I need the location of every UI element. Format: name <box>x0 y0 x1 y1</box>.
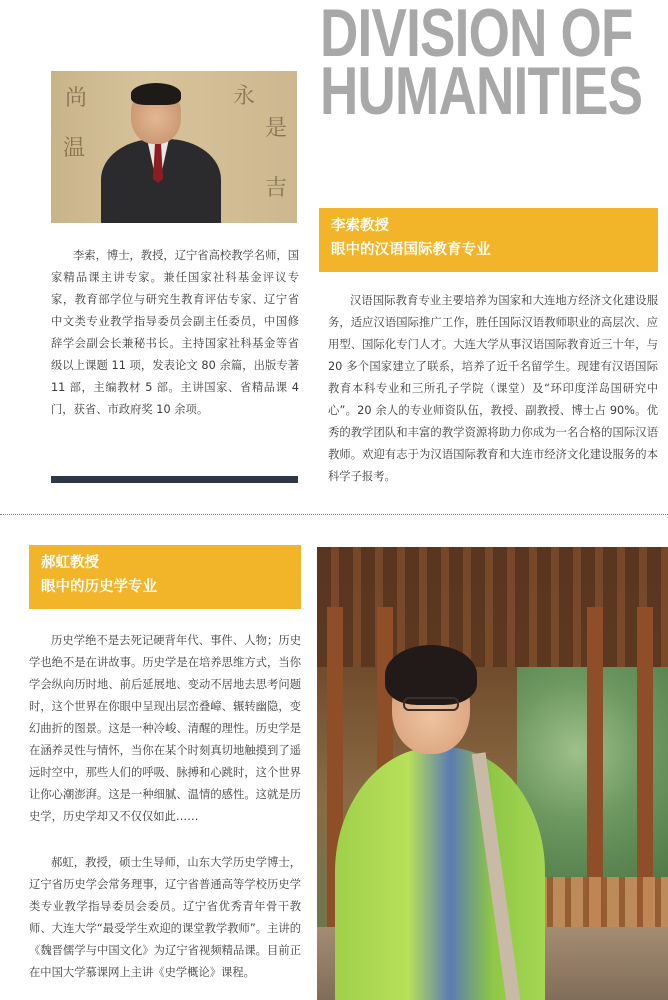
professor-li-photo <box>51 71 297 223</box>
dotted-separator <box>0 514 668 515</box>
section2-heading-name: 郝虹教授 <box>41 555 99 571</box>
section1-body: 汉语国际教育专业主要培养为国家和大连地方经济文化建设服务，适应汉语国际推广工作，胜任国际汉语教师职业的高层次、应用型、国际化专门人才。大连大学从事汉语国际教育近三十年，与 20 多个国家建立了联系，培养了近千名留学生。现建有汉语国际教育本科专业和三所孔子学院（课堂）及“环印度洋岛国研究中心”。20 余人的专业师资队伍，教授、副教授、博士占 90%。优秀的教学团队和丰富的教学资源将助力你成为一名合格的国际汉语教师。欢迎有志于为汉语国际教育和大连市经济文化建设服务的本科学子报考。 <box>328 294 658 483</box>
section2-body: 历史学绝不是去死记硬背年代、事件、人物；历史学也绝不是在讲故事。历史学是在培养思维方式，当你学会纵向历时地、前后延展地、变动不居地去思考问题时，这个世界在你眼中呈现出层峦叠嶂、辗转幽隐，变幻曲折的图景。这是一种冷峻、清醒的理性。历史学是在涵养灵性与情怀，当你在某个时刻真切地触摸到了遥远时空中，那些人们的呼吸、脉搏和心跳时，这个世界让你心潮澎湃。这是一种细腻、温情的感性。这就是历史学，历史学却又不仅仅如此…… <box>29 634 301 823</box>
calligraphy-char-1: 尚 <box>65 86 88 111</box>
professor-hao-photo <box>317 547 668 1000</box>
hair-shape <box>385 645 477 705</box>
corridor-roof <box>317 547 668 667</box>
page-title-line1: DIVISION OF <box>320 0 633 71</box>
calligraphy-char-3: 永 <box>233 84 256 109</box>
section1-heading-name: 李索教授 <box>331 218 389 234</box>
page-title-line2: HUMANITIES <box>320 53 643 129</box>
page-title <box>320 0 643 129</box>
section2-heading <box>29 545 301 609</box>
hair-shape <box>131 83 181 105</box>
calligraphy-char-2: 温 <box>63 136 86 161</box>
section2-heading-subtitle: 眼中的历史学专业 <box>41 579 157 595</box>
section-divider-bar <box>51 476 298 483</box>
calligraphy-char-5: 吉 <box>265 176 288 201</box>
section1-heading <box>319 208 658 272</box>
calligraphy-char-4: 是 <box>265 116 288 141</box>
section1-heading-subtitle: 眼中的汉语国际教育专业 <box>331 242 491 258</box>
professor-li-bio: 李索，博士，教授，辽宁省高校教学名师，国家精品课主讲专家。兼任国家社科基金评议专家，教育部学位与研究生教育评估专家、辽宁省中文类专业教学指导委员会副主任委员，中国修辞学会副会长兼秘书长。主持国家社科基金等省级以上课题 11 项，发表论文 80 余篇，出版专著 11 部，主编教材 5 部。主讲国家、省精品课 4 门，获省、市政府奖 10 余项。 <box>51 249 299 416</box>
professor-hao-bio: 郝虹，教授，硕士生导师，山东大学历史学博士，辽宁省历史学会常务理事，辽宁省普通高等学校历史学类专业教学指导委员会委员。辽宁省优秀青年骨干教师、大连大学“最受学生欢迎的课堂教学教师”。主讲的《魏晋儒学与中国文化》为辽宁省视频精品课。目前正在中国大学慕课网上主讲《史学概论》课程。 <box>29 856 301 979</box>
glasses-shape <box>403 697 459 711</box>
